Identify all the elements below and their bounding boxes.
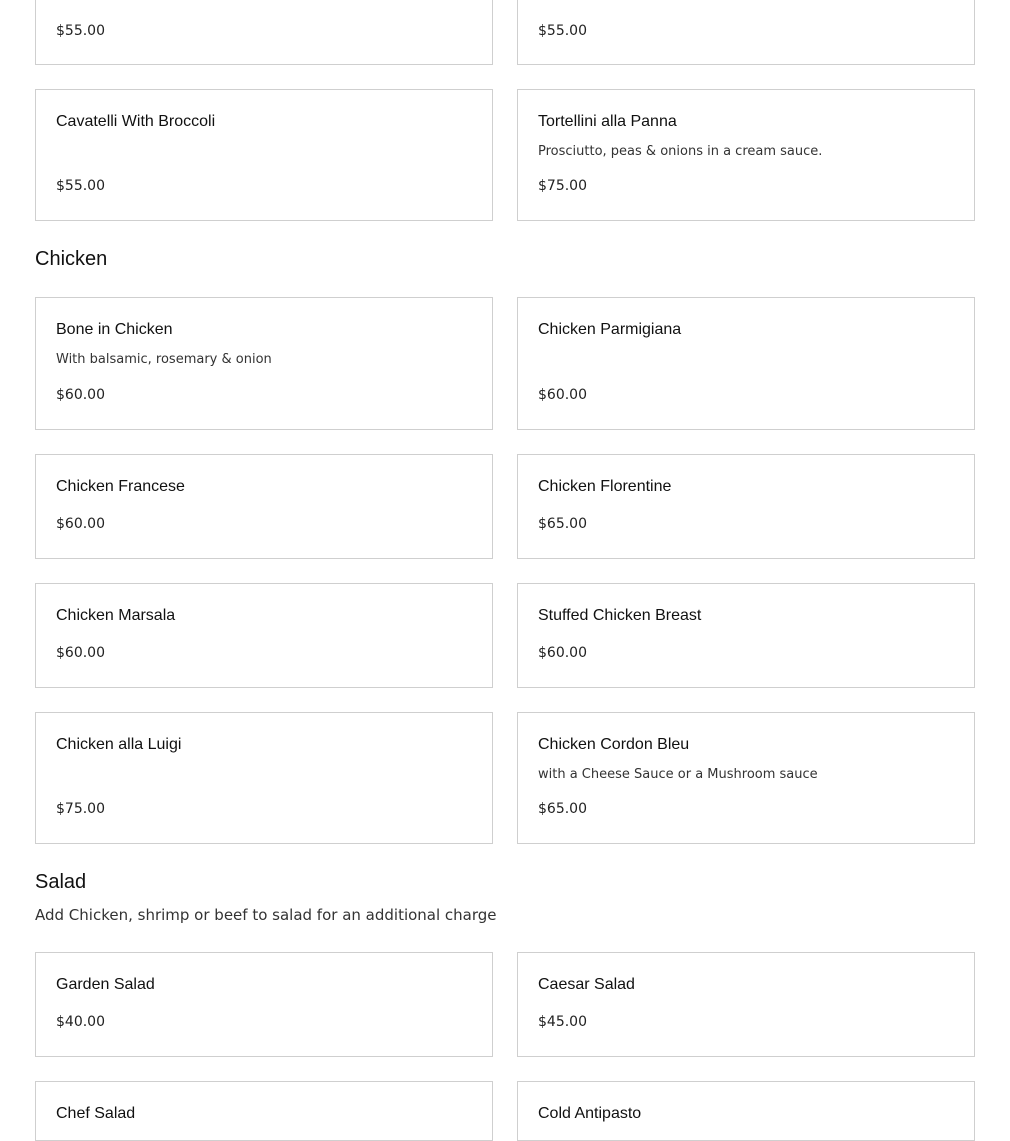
menu-item-price: $75.00 — [56, 801, 105, 817]
section-title-chicken: Chicken — [35, 248, 108, 270]
menu-item-card — [35, 583, 493, 688]
menu-item-card — [517, 454, 975, 559]
menu-item-price: $60.00 — [56, 645, 105, 661]
menu-item-card — [517, 89, 975, 221]
menu-item-price: $60.00 — [538, 645, 587, 661]
menu-item-name: Chicken alla Luigi — [56, 736, 182, 753]
menu-item-price: $55.00 — [56, 178, 105, 194]
menu-item-name: Chicken Marsala — [56, 607, 176, 624]
menu-item-name: Chef Salad — [56, 1105, 136, 1122]
menu-item-card — [35, 952, 493, 1057]
menu-item-name: Chicken Florentine — [538, 478, 672, 495]
menu-item-price: $75.00 — [538, 178, 587, 194]
menu-item-description: Prosciutto, peas & onions in a cream sauce. — [538, 144, 823, 159]
section-note-salad: Add Chicken, shrimp or beef to salad for an additional charge — [35, 906, 497, 924]
menu-item-card — [517, 297, 975, 430]
menu-item-card — [517, 1081, 975, 1141]
menu-item-card — [35, 1081, 493, 1141]
menu-item-price: $60.00 — [56, 387, 105, 403]
menu-item-name: Chicken Cordon Bleu — [538, 736, 690, 753]
menu-item-price: $60.00 — [538, 387, 587, 403]
menu-item-name: Chicken Parmigiana — [538, 321, 682, 338]
menu-item-card — [35, 89, 493, 221]
menu-item-name: Cold Antipasto — [538, 1105, 642, 1122]
menu-item-price: $55.00 — [56, 23, 105, 39]
menu-item-name: Cavatelli With Broccoli — [56, 113, 216, 130]
menu-item-card — [35, 0, 493, 65]
menu-item-description: With balsamic, rosemary & onion — [56, 352, 272, 367]
menu-item-name: Chicken Francese — [56, 478, 185, 495]
menu-item-card — [35, 454, 493, 559]
menu-item-card — [517, 0, 975, 65]
menu-item-name: Bone in Chicken — [56, 321, 173, 338]
menu-item-name: Garden Salad — [56, 976, 155, 993]
section-title-salad: Salad — [35, 871, 87, 893]
menu-item-name: Caesar Salad — [538, 976, 635, 993]
menu-item-name: Tortellini alla Panna — [538, 113, 677, 130]
menu-item-price: $65.00 — [538, 801, 587, 817]
menu-item-price: $65.00 — [538, 516, 587, 532]
menu-item-price: $40.00 — [56, 1014, 105, 1030]
menu-item-card — [517, 712, 975, 844]
menu-item-card — [35, 297, 493, 430]
menu-item-description: with a Cheese Sauce or a Mushroom sauce — [538, 767, 818, 782]
menu-item-price: $55.00 — [538, 23, 587, 39]
menu-item-name: Stuffed Chicken Breast — [538, 607, 702, 624]
menu-item-card — [35, 712, 493, 844]
menu-item-price: $60.00 — [56, 516, 105, 532]
menu-item-card — [517, 583, 975, 688]
menu-item-price: $45.00 — [538, 1014, 587, 1030]
menu-item-card — [517, 952, 975, 1057]
